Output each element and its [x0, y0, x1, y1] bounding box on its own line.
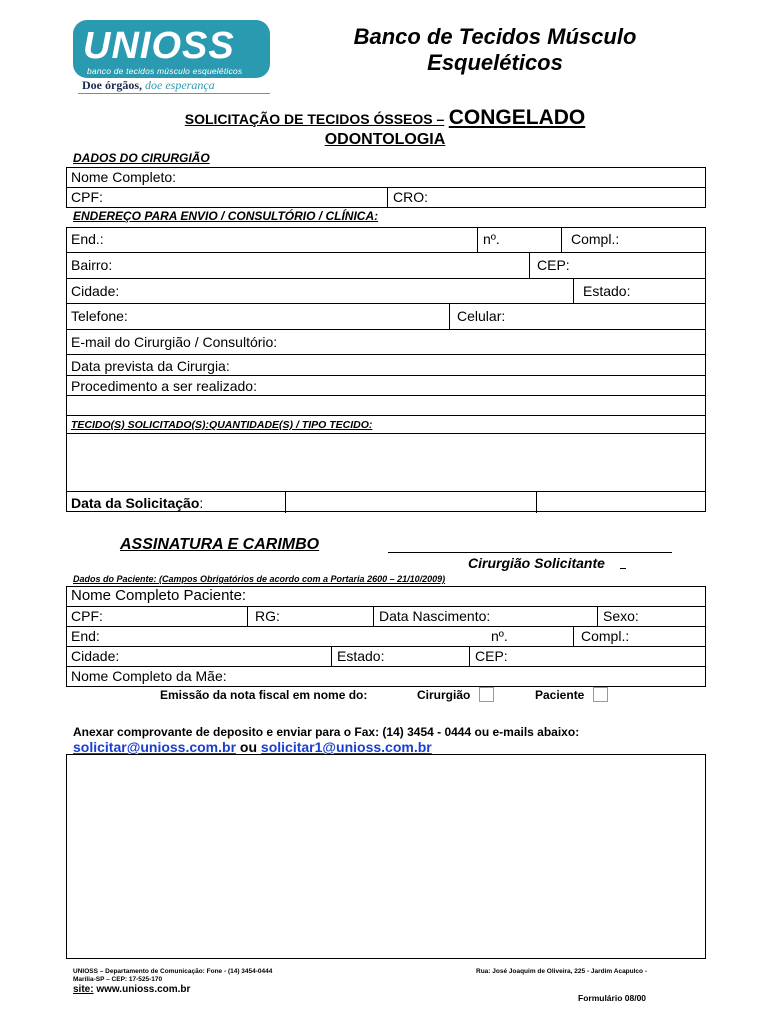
- email-link-2[interactable]: solicitar1@unioss.com.br: [260, 739, 432, 755]
- divider: [387, 188, 388, 208]
- bairro-row: [67, 253, 705, 279]
- request-date-label-cell: [67, 492, 285, 513]
- form-title: [70, 108, 700, 150]
- patient-name-row[interactable]: [67, 587, 705, 607]
- procedure-row[interactable]: [67, 376, 705, 396]
- surgeon-grid: [66, 167, 706, 208]
- footer-dept-line2: Marília-SP – CEP: 17-525-170: [73, 976, 163, 983]
- cep-field[interactable]: [533, 253, 705, 278]
- patient-estado-label: Estado:: [337, 648, 385, 664]
- bank-title-line1: Banco de Tecidos Músculo: [353, 24, 637, 49]
- footer-form-code: Formulário 08/00: [578, 993, 647, 1003]
- divider: [597, 607, 598, 626]
- form-title-line2: ODONTOLOGIA: [324, 131, 446, 148]
- surgeon-cpf-row: [67, 188, 705, 208]
- patient-birth-label: Data Nascimento:: [379, 608, 491, 624]
- surgery-date-row[interactable]: [67, 355, 705, 376]
- patient-compl-label: Compl.:: [581, 628, 630, 644]
- email-row[interactable]: [67, 330, 705, 355]
- email-link-1[interactable]: solicitar@unioss.com.br: [73, 739, 237, 755]
- logo-word: UNIOSS: [83, 25, 235, 67]
- compl-label: Compl.:: [571, 231, 620, 247]
- logo-underline: [78, 93, 270, 94]
- bairro-label: Bairro:: [71, 257, 113, 273]
- invoice-option-surgeon-label: Cirurgião: [417, 688, 471, 702]
- patient-birth-field[interactable]: [375, 607, 597, 626]
- cep-label: CEP:: [537, 257, 570, 273]
- procedure-label: Procedimento a ser realizado:: [71, 378, 257, 394]
- patient-cidade-field[interactable]: [67, 647, 331, 666]
- patient-cpf-label: CPF:: [71, 608, 103, 624]
- patient-rg-label: RG:: [255, 608, 280, 624]
- surgeon-cpf-field[interactable]: [67, 188, 387, 208]
- divider: [477, 228, 478, 252]
- number-field[interactable]: [479, 228, 561, 252]
- tissue-label: TECIDO(S) SOLICITADO(S):QUANTIDADE(S) / TIPO TECIDO:: [71, 419, 373, 431]
- address-grid: [66, 227, 706, 512]
- invoice-option-patient-label: Paciente: [535, 688, 585, 702]
- telefone-field[interactable]: [67, 304, 449, 329]
- signature-underscore: [620, 568, 626, 569]
- form-title-part2: CONGELADO: [448, 106, 586, 129]
- surgeon-name-row[interactable]: [67, 168, 705, 188]
- email-label: E-mail do Cirurgião / Consultório:: [71, 334, 278, 350]
- form-title-part1: SOLICITAÇÃO DE TECIDOS ÓSSEOS –: [184, 111, 445, 127]
- tissue-header-row: [67, 416, 705, 434]
- address-section-title: ENDEREÇO PARA ENVIO / CONSULTÓRIO / CLÍNICA:: [73, 209, 379, 223]
- divider: [331, 647, 332, 666]
- divider: [529, 253, 530, 278]
- patient-end-field[interactable]: [67, 627, 487, 646]
- emails-line: [73, 739, 432, 755]
- end-field[interactable]: [67, 228, 477, 252]
- attachment-instruction: Anexar comprovante de deposito e enviar para o Fax: (14) 3454 - 0444 ou e-mails abaixo:: [73, 725, 580, 739]
- invoice-surgeon-checkbox[interactable]: [479, 687, 494, 702]
- telefone-label: Telefone:: [71, 308, 128, 324]
- signature-title: ASSINATURA E CARIMBO: [120, 536, 320, 553]
- patient-sex-label: Sexo:: [603, 608, 639, 624]
- patient-rg-field[interactable]: [251, 607, 373, 626]
- divider: [469, 647, 470, 666]
- patient-name-label: Nome Completo Paciente:: [71, 587, 247, 604]
- patient-cpf-field[interactable]: [67, 607, 247, 626]
- surgeon-signature-label: Cirurgião Solicitante: [468, 555, 605, 571]
- cidade-label: Cidade:: [71, 283, 120, 299]
- footer-address: Rua: José Joaquim de Oliveira, 225 - Jardim Acapulco -: [476, 968, 647, 975]
- patient-section-note: Dados do Paciente: (Campos Obrigatórios de acordo com a Portaria 2600 – 21/10/2009): [73, 574, 446, 584]
- patient-mother-row[interactable]: [67, 667, 705, 687]
- patient-cidade-label: Cidade:: [71, 648, 120, 664]
- patient-cep-field[interactable]: [471, 647, 705, 666]
- footer-site-label: site:: [73, 984, 94, 995]
- logo-tagline: [82, 78, 215, 93]
- cidade-field[interactable]: [67, 279, 573, 303]
- divider: [373, 607, 374, 626]
- patient-number-label: nº.: [491, 628, 508, 644]
- patient-end-row: [67, 627, 705, 647]
- signature-line[interactable]: [388, 552, 672, 553]
- email-or-text: ou: [239, 739, 258, 755]
- invoice-label: Emissão da nota fiscal em nome do:: [160, 688, 368, 702]
- footer-site: [73, 984, 190, 995]
- bank-title: [300, 24, 690, 76]
- surgery-date-label: Data prevista da Cirurgia:: [71, 358, 230, 374]
- divider: [573, 279, 574, 303]
- end-label: End.:: [71, 231, 104, 247]
- cidade-row: [67, 279, 705, 304]
- request-date-label: Data da Solicitação: [71, 495, 200, 511]
- celular-label: Celular:: [457, 308, 506, 324]
- footer-site-url[interactable]: www.unioss.com.br: [96, 984, 191, 995]
- surgeon-cpf-label: CPF:: [71, 189, 103, 205]
- end-row: [67, 228, 705, 253]
- invoice-patient-checkbox[interactable]: [593, 687, 608, 702]
- divider: [449, 304, 450, 329]
- logo-tagline-1: Doe órgãos,: [82, 78, 142, 92]
- patient-city-row: [67, 647, 705, 667]
- bairro-field[interactable]: [67, 253, 529, 278]
- compl-field[interactable]: [567, 228, 705, 252]
- logo-tagline-2: doe esperança: [145, 78, 215, 92]
- patient-grid: [66, 586, 706, 687]
- tissue-area[interactable]: [67, 434, 705, 492]
- unioss-logo: [73, 20, 270, 78]
- surgeon-name-label: Nome Completo:: [71, 169, 177, 185]
- celular-field[interactable]: [453, 304, 705, 329]
- procedure-extra-row[interactable]: [67, 396, 705, 416]
- logo-subtitle: banco de tecidos músculo esqueléticos: [87, 66, 243, 76]
- surgeon-cro-field[interactable]: [389, 188, 705, 208]
- request-date-colon: :: [199, 495, 204, 511]
- estado-field[interactable]: [579, 279, 705, 303]
- patient-mother-label: Nome Completo da Mãe:: [71, 668, 227, 684]
- telefone-row: [67, 304, 705, 330]
- surgeon-section-title: DADOS DO CIRURGIÃO: [73, 151, 210, 165]
- request-date-extra-field[interactable]: [537, 492, 705, 513]
- surgeon-cro-label: CRO:: [393, 189, 428, 205]
- patient-estado-field[interactable]: [333, 647, 469, 666]
- divider: [247, 607, 248, 626]
- patient-docs-row: [67, 607, 705, 627]
- request-date-row: [67, 492, 705, 513]
- patient-cep-label: CEP:: [475, 648, 508, 664]
- bank-title-line2: Esqueléticos: [427, 50, 563, 75]
- deposit-receipt-area[interactable]: [66, 754, 706, 959]
- estado-label: Estado:: [583, 283, 631, 299]
- patient-sex-field[interactable]: [599, 607, 705, 626]
- request-date-field[interactable]: [286, 492, 536, 513]
- divider: [573, 627, 574, 646]
- footer-department: [73, 968, 272, 984]
- footer-dept-line1: UNIOSS – Departamento de Comunicação: Fone - (14) 3454-0444: [73, 968, 273, 975]
- number-label: nº.: [483, 231, 500, 247]
- patient-end-label: End:: [71, 628, 100, 644]
- patient-number-field[interactable]: [487, 627, 569, 646]
- patient-compl-field[interactable]: [577, 627, 705, 646]
- divider: [561, 228, 562, 252]
